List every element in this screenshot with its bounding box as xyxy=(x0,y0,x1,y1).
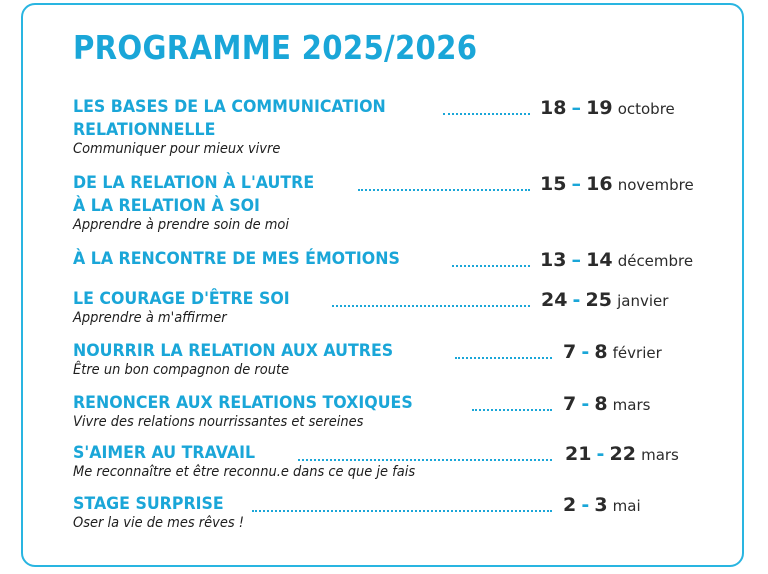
date-month: mars xyxy=(641,446,679,464)
program-frame xyxy=(21,3,744,567)
session-title: STAGE SURPRISE xyxy=(73,494,224,514)
session-date xyxy=(563,341,662,363)
session-title: LES BASES DE LA COMMUNICATION xyxy=(73,97,386,117)
session-date xyxy=(540,249,693,271)
session-title-line2: À LA RELATION À SOI xyxy=(73,196,260,216)
date-separator: - xyxy=(581,494,590,516)
session-subtitle: Communiquer pour mieux vivre xyxy=(73,141,281,157)
session-subtitle: Être un bon compagnon de route xyxy=(73,362,290,378)
session-title: LE COURAGE D'ÊTRE SOI xyxy=(73,289,290,309)
session-date xyxy=(563,393,650,415)
session-title: NOURRIR LA RELATION AUX AUTRES xyxy=(73,341,394,361)
date-separator: – xyxy=(571,173,582,195)
date-month: mars xyxy=(612,396,651,414)
dotted-leader xyxy=(443,111,530,115)
dotted-leader xyxy=(455,355,552,359)
session-subtitle: Me reconnaître et être reconnu.e dans ce que je fais xyxy=(73,464,416,480)
date-month: novembre xyxy=(617,176,694,194)
date-day-start: 2 xyxy=(563,494,577,516)
session-title: À LA RENCONTRE DE MES ÉMOTIONS xyxy=(73,249,400,269)
date-day-end: 14 xyxy=(586,249,613,271)
date-day-start: 18 xyxy=(540,97,567,119)
date-separator: - xyxy=(572,289,581,311)
session-title: DE LA RELATION À L'AUTRE xyxy=(73,173,315,193)
session-date xyxy=(541,289,668,311)
session-date xyxy=(565,443,679,465)
date-day-end: 3 xyxy=(594,494,608,516)
dotted-leader xyxy=(358,187,530,191)
dotted-leader xyxy=(298,457,552,461)
session-subtitle: Oser la vie de mes rêves ! xyxy=(73,515,244,531)
date-separator: - xyxy=(596,443,605,465)
session-title-line2: RELATIONNELLE xyxy=(73,120,216,140)
session-date xyxy=(540,173,694,195)
session-subtitle: Apprendre à prendre soin de moi xyxy=(73,217,290,233)
date-month: mai xyxy=(612,497,641,515)
date-day-end: 8 xyxy=(594,341,608,363)
dotted-leader xyxy=(252,508,552,512)
dotted-leader xyxy=(472,407,552,411)
dotted-leader xyxy=(332,303,530,307)
session-date xyxy=(563,494,641,516)
date-day-end: 19 xyxy=(586,97,613,119)
date-day-start: 7 xyxy=(563,393,577,415)
date-month: février xyxy=(612,344,662,362)
date-month: octobre xyxy=(617,100,675,118)
date-separator: - xyxy=(581,341,590,363)
date-separator: – xyxy=(571,249,582,271)
date-day-end: 22 xyxy=(609,443,636,465)
date-day-start: 24 xyxy=(541,289,568,311)
date-month: décembre xyxy=(617,252,694,270)
session-subtitle: Apprendre à m'affirmer xyxy=(73,310,227,326)
session-title: RENONCER AUX RELATIONS TOXIQUES xyxy=(73,393,413,413)
page-title: PROGRAMME 2025/2026 xyxy=(73,28,478,67)
session-title: S'AIMER AU TRAVAIL xyxy=(73,443,256,463)
date-separator: – xyxy=(571,97,582,119)
date-day-end: 16 xyxy=(586,173,613,195)
date-month: janvier xyxy=(617,292,669,310)
date-day-start: 7 xyxy=(563,341,577,363)
date-day-start: 13 xyxy=(540,249,567,271)
date-day-start: 15 xyxy=(540,173,567,195)
date-separator: - xyxy=(581,393,590,415)
session-subtitle: Vivre des relations nourrissantes et sereines xyxy=(73,414,364,430)
session-date xyxy=(540,97,675,119)
date-day-end: 8 xyxy=(594,393,608,415)
date-day-end: 25 xyxy=(585,289,612,311)
dotted-leader xyxy=(452,263,530,267)
date-day-start: 21 xyxy=(565,443,592,465)
